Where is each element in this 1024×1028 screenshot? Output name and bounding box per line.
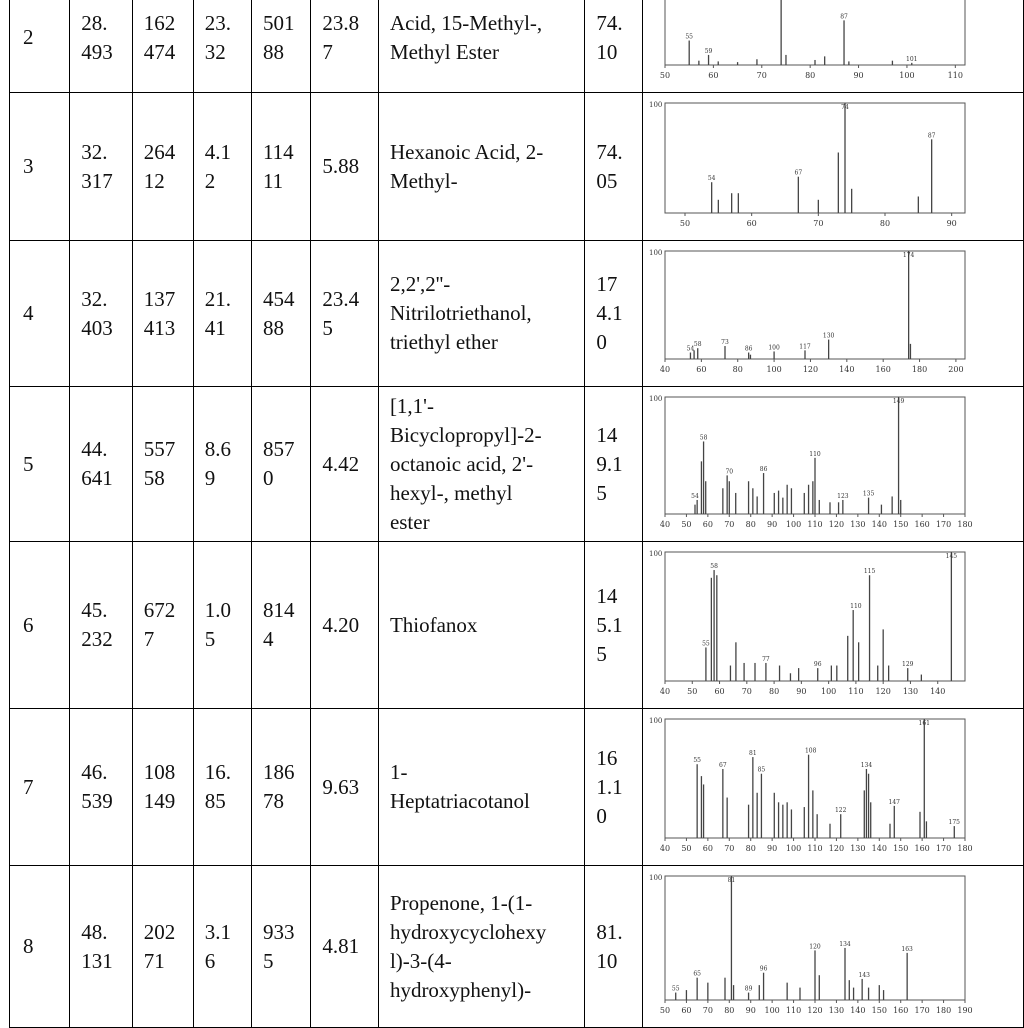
x-tick-label: 200: [948, 365, 964, 374]
table-row: [10, 93, 1024, 241]
peak-label: 87: [927, 132, 936, 140]
x-tick-label: 170: [935, 844, 951, 853]
peak-label: 96: [813, 661, 822, 669]
y-max-label: 100: [648, 101, 663, 109]
molecular-weight: 14 9.1 5: [596, 422, 623, 505]
molecular-weight-cell: [585, 709, 642, 866]
x-tick-label: 170: [914, 1006, 930, 1015]
peak-label: 58: [710, 563, 718, 571]
x-tick-label: 170: [935, 520, 951, 529]
peak-label: 175: [948, 819, 960, 827]
x-tick-label: 140: [871, 844, 887, 853]
molecular-weight-cell: [585, 542, 642, 709]
table-row: [10, 387, 1024, 542]
peak-area-cell: [132, 542, 193, 709]
retention-time-cell: [70, 387, 133, 542]
x-tick-label: 50: [681, 844, 692, 853]
height-percent-cell: [311, 387, 379, 542]
peak-label: 122: [834, 807, 847, 815]
peak-height: 814 4: [262, 598, 295, 651]
height-percent: 4.20: [322, 612, 360, 637]
peak-label: 101: [905, 55, 918, 63]
x-tick-label: 80: [732, 365, 743, 374]
compound-name-cell: [378, 241, 584, 387]
x-tick-label: 70: [756, 71, 767, 80]
x-tick-label: 70: [741, 687, 752, 696]
x-tick-label: 50: [679, 219, 690, 228]
x-tick-label: 110: [807, 844, 823, 853]
peak-height: 857 0: [262, 437, 295, 490]
peak-area: 137 413: [143, 286, 176, 340]
row-number: 2: [23, 25, 34, 49]
x-tick-label: 120: [875, 687, 891, 696]
x-tick-label: 80: [804, 71, 816, 80]
x-tick-label: 60: [702, 520, 713, 529]
x-tick-label: 130: [849, 844, 866, 853]
peak-label: 100: [768, 344, 780, 352]
peak-label: 134: [839, 940, 851, 948]
x-tick-label: 160: [914, 520, 930, 529]
peak-height-cell: [251, 0, 310, 93]
area-percent-cell: [193, 542, 251, 709]
x-tick-label: 60: [746, 219, 757, 228]
peak-area: 557 58: [143, 437, 176, 490]
x-tick-label: 100: [764, 1006, 780, 1015]
peak-area-cell: [132, 387, 193, 542]
table-row: [10, 709, 1024, 866]
x-tick-label: 120: [802, 365, 818, 374]
y-max-label: 100: [648, 395, 663, 403]
peak-height: 933 5: [262, 919, 295, 973]
area-percent: 4.1 2: [204, 139, 231, 193]
peak-area: 108 149: [143, 760, 176, 813]
y-max-label: 100: [648, 717, 663, 725]
peak-height-cell: [251, 866, 310, 1028]
peak-label: 67: [718, 761, 727, 769]
compound-name: 2,2',2''- Nitrilotriethanol, triethyl ether: [389, 272, 532, 354]
row-number: 7: [23, 774, 34, 799]
peak-label: 59: [704, 47, 713, 55]
x-tick-label: 60: [714, 687, 725, 696]
compound-name: Hexanoic Acid, 2- Methyl-: [389, 139, 544, 193]
peak-height-cell: [251, 93, 310, 241]
mass-spectrum-chart: [647, 546, 967, 701]
mass-spectrum-cell: [642, 241, 1023, 387]
x-tick-label: 140: [838, 365, 855, 374]
retention-time: 48. 131: [81, 919, 113, 973]
table-row: [10, 866, 1024, 1028]
molecular-weight: 14 5.1 5: [596, 583, 623, 666]
x-tick-label: 60: [681, 1006, 692, 1015]
x-tick-label: 160: [892, 1006, 909, 1015]
area-percent-cell: [193, 241, 251, 387]
molecular-weight: 74. 10: [596, 10, 623, 64]
x-tick-label: 110: [947, 71, 963, 80]
x-tick-label: 100: [785, 520, 801, 529]
height-percent-cell: [311, 241, 379, 387]
peak-label: 143: [858, 971, 870, 979]
row-number: 4: [23, 301, 34, 325]
mass-spectrum-cell: [642, 93, 1023, 241]
x-tick-label: 180: [935, 1006, 951, 1015]
area-percent-cell: [193, 93, 251, 241]
area-percent-cell: [193, 709, 251, 866]
x-tick-label: 160: [875, 365, 891, 374]
peak-label: 149: [892, 398, 905, 405]
x-tick-label: 90: [853, 71, 864, 80]
peak-height-cell: [251, 387, 310, 542]
peak-label: 85: [757, 766, 766, 774]
row-number-cell: [10, 542, 70, 709]
peak-label: 117: [799, 343, 811, 351]
peak-label: 74: [840, 104, 849, 111]
x-tick-label: 70: [723, 844, 735, 853]
row-number-cell: [10, 709, 70, 866]
peak-label: 65: [693, 970, 701, 978]
x-tick-label: 80: [723, 1006, 735, 1015]
x-tick-label: 60: [696, 365, 707, 374]
x-tick-label: 50: [681, 520, 692, 529]
area-percent: 16. 85: [204, 760, 231, 813]
compound-name-cell: [378, 866, 584, 1028]
peak-label: 174: [902, 252, 915, 259]
peak-label: 115: [863, 568, 876, 576]
peak-label: 130: [822, 332, 835, 340]
area-percent-cell: [193, 387, 251, 542]
x-tick-label: 150: [892, 520, 909, 529]
area-percent: 1.0 5: [204, 598, 231, 651]
x-tick-label: 120: [828, 520, 844, 529]
peak-label: 55: [693, 757, 701, 765]
peak-label: 120: [809, 943, 821, 951]
molecular-weight: 16 1.1 0: [596, 745, 623, 828]
x-tick-label: 60: [702, 844, 713, 853]
row-number-cell: [10, 387, 70, 542]
x-tick-label: 130: [902, 687, 918, 696]
x-tick-label: 90: [946, 219, 957, 228]
molecular-weight-cell: [585, 0, 642, 93]
molecular-weight-cell: [585, 241, 642, 387]
molecular-weight-cell: [585, 866, 642, 1028]
row-number: 6: [23, 612, 34, 637]
compound-name: Acid, 15-Methyl-, Methyl Ester: [389, 10, 543, 64]
x-tick-label: 50: [659, 1006, 670, 1015]
retention-time-cell: [70, 542, 133, 709]
x-tick-label: 90: [766, 520, 778, 529]
retention-time-cell: [70, 709, 133, 866]
table-body: [10, 0, 1024, 1028]
compound-name: 1- Heptatriacotanol: [389, 760, 530, 813]
mass-spectrum-cell: [642, 387, 1023, 542]
peak-label: 58: [699, 434, 708, 442]
peak-label: 123: [836, 492, 849, 500]
peak-area: 162 474: [143, 10, 176, 64]
plot-frame: [665, 103, 965, 213]
x-tick-label: 140: [929, 687, 946, 696]
peak-height: 454 88: [262, 286, 295, 340]
plot-frame: [665, 0, 965, 65]
x-tick-label: 130: [828, 1006, 844, 1015]
height-percent: 5.88: [322, 154, 360, 178]
mass-spectrum-cell: [642, 0, 1023, 93]
x-tick-label: 180: [957, 844, 973, 853]
retention-time: 46. 539: [81, 760, 113, 813]
peak-label: 161: [918, 720, 930, 727]
peak-height-cell: [251, 709, 310, 866]
peak-height: 114 11: [262, 139, 294, 193]
mass-spectrum-cell: [642, 542, 1023, 709]
peak-label: 67: [794, 169, 802, 177]
peak-label: 145: [945, 553, 957, 560]
retention-time: 45. 232: [81, 598, 113, 651]
mass-spectrum-chart: [647, 870, 973, 1020]
compound-name-cell: [378, 542, 584, 709]
molecular-weight-cell: [585, 93, 642, 241]
compound-name-cell: [378, 387, 584, 542]
x-tick-label: 90: [796, 687, 807, 696]
peak-label: 73: [720, 339, 729, 347]
height-percent: 4.81: [322, 934, 360, 958]
x-tick-label: 70: [702, 1006, 713, 1015]
x-tick-label: 180: [911, 365, 927, 374]
y-max-label: 100: [648, 249, 663, 257]
peak-label: 86: [759, 466, 768, 474]
compound-name: Thiofanox: [389, 612, 478, 637]
x-tick-label: 110: [848, 687, 864, 696]
area-percent: 23. 32: [204, 10, 231, 64]
peak-label: 55: [701, 640, 710, 648]
peak-area-cell: [132, 93, 193, 241]
compound-name-cell: [378, 709, 584, 866]
peak-label: 55: [671, 985, 680, 993]
row-number: 8: [23, 934, 34, 958]
peak-height: 186 78: [262, 760, 295, 813]
mass-spectrum-chart: [647, 713, 973, 858]
retention-time-cell: [70, 0, 133, 93]
x-tick-label: 80: [745, 520, 756, 529]
x-tick-label: 40: [659, 365, 670, 374]
x-tick-label: 50: [686, 687, 698, 696]
peak-label: 81: [727, 877, 736, 884]
peak-area-cell: [132, 241, 193, 387]
peak-label: 54: [690, 492, 699, 500]
peak-area-cell: [132, 866, 193, 1028]
mass-spectrum-cell: [642, 709, 1023, 866]
x-tick-label: 100: [820, 687, 837, 696]
peak-area-cell: [132, 709, 193, 866]
x-tick-label: 100: [899, 71, 915, 80]
x-tick-label: 140: [871, 520, 887, 529]
x-tick-label: 40: [659, 844, 670, 853]
peak-label: 135: [862, 490, 875, 498]
x-tick-label: 100: [766, 365, 782, 374]
peak-label: 163: [901, 945, 913, 953]
x-tick-label: 90: [766, 844, 778, 853]
mass-spectrum-chart: [647, 391, 973, 534]
peak-label: 134: [860, 761, 872, 769]
x-tick-label: 190: [957, 1006, 973, 1015]
peak-label: 147: [888, 798, 900, 806]
height-percent: 9.63: [322, 774, 360, 799]
x-tick-label: 140: [849, 1006, 866, 1015]
x-tick-label: 80: [879, 219, 890, 228]
x-tick-label: 100: [785, 844, 801, 853]
area-percent: 3.1 6: [204, 919, 231, 973]
mass-spectrum-chart: [647, 0, 967, 85]
area-percent: 21. 41: [204, 286, 231, 340]
height-percent-cell: [311, 542, 379, 709]
peak-label: 77: [761, 655, 770, 663]
y-max-label: 100: [648, 550, 663, 558]
row-number-cell: [10, 241, 70, 387]
gcms-results-table: [9, 0, 1024, 1028]
retention-time-cell: [70, 241, 133, 387]
x-tick-label: 40: [659, 520, 670, 529]
peak-label: 54: [686, 345, 695, 353]
height-percent-cell: [311, 0, 379, 93]
x-tick-label: 40: [659, 687, 670, 696]
x-tick-label: 110: [785, 1006, 801, 1015]
peak-area-cell: [132, 0, 193, 93]
x-tick-label: 80: [745, 844, 756, 853]
x-tick-label: 180: [957, 520, 973, 529]
peak-height-cell: [251, 241, 310, 387]
row-number: 3: [23, 154, 34, 178]
peak-label: 86: [744, 345, 753, 353]
x-tick-label: 70: [723, 520, 735, 529]
x-tick-label: 150: [892, 844, 909, 853]
compound-name: [1,1'- Bicyclopropyl]-2- octanoic acid, 2'- hexyl-, methyl ester: [389, 393, 542, 534]
molecular-weight-cell: [585, 387, 642, 542]
x-tick-label: 70: [813, 219, 824, 228]
height-percent: 23.4 5: [322, 286, 360, 340]
area-percent-cell: [193, 866, 251, 1028]
area-percent-cell: [193, 0, 251, 93]
row-number: 5: [23, 451, 34, 476]
x-tick-label: 130: [849, 520, 866, 529]
compound-name-cell: [378, 0, 584, 93]
retention-time-cell: [70, 93, 133, 241]
x-tick-label: 80: [768, 687, 779, 696]
peak-label: 58: [693, 341, 702, 349]
height-percent: 23.8 7: [322, 10, 360, 64]
height-percent-cell: [311, 866, 379, 1028]
peak-label: 55: [685, 33, 693, 41]
x-tick-label: 120: [828, 844, 844, 853]
peak-area: 672 7: [143, 598, 176, 651]
peak-label: 108: [804, 747, 817, 755]
y-max-label: 100: [648, 874, 663, 882]
x-tick-label: 90: [745, 1006, 756, 1015]
plot-frame: [665, 251, 965, 359]
peak-label: 89: [744, 985, 753, 993]
retention-time: 32. 317: [81, 139, 113, 193]
molecular-weight: 74. 05: [596, 139, 623, 193]
peak-label: 129: [901, 661, 914, 669]
peak-area: 202 71: [143, 919, 176, 973]
mass-spectrum-chart: [647, 97, 967, 233]
x-tick-label: 60: [708, 71, 719, 80]
mass-spectrum-chart: [647, 245, 967, 379]
peak-height-cell: [251, 542, 310, 709]
area-percent: 8.6 9: [204, 437, 231, 490]
row-number-cell: [10, 0, 70, 93]
mass-spectrum-cell: [642, 866, 1023, 1028]
row-number-cell: [10, 93, 70, 241]
peak-height: 501 88: [262, 10, 295, 64]
table-row: [10, 241, 1024, 387]
x-tick-label: 120: [807, 1006, 823, 1015]
retention-time: 32. 403: [81, 286, 113, 340]
height-percent: 4.42: [322, 451, 360, 476]
retention-time: 28. 493: [81, 10, 113, 64]
peak-label: 110: [809, 450, 821, 458]
height-percent-cell: [311, 709, 379, 866]
table-row: [10, 0, 1024, 93]
peak-label: 54: [707, 175, 716, 183]
height-percent-cell: [311, 93, 379, 241]
x-tick-label: 110: [807, 520, 823, 529]
compound-name-cell: [378, 93, 584, 241]
table-row: [10, 542, 1024, 709]
x-tick-label: 150: [871, 1006, 887, 1015]
peak-label: 70: [725, 468, 733, 476]
x-tick-label: 50: [659, 71, 670, 80]
peak-area: 264 12: [143, 139, 176, 193]
row-number-cell: [10, 866, 70, 1028]
peak-label: 87: [839, 13, 848, 21]
compound-name: Propenone, 1-(1- hydroxycyclohexy l)-3-(4- hydroxyphenyl)-: [389, 890, 547, 1002]
retention-time: 44. 641: [81, 437, 113, 490]
peak-label: 81: [748, 750, 757, 758]
peak-label: 110: [849, 603, 862, 611]
retention-time-cell: [70, 866, 133, 1028]
peak-label: 96: [759, 965, 768, 973]
molecular-weight: 81. 10: [596, 919, 623, 973]
molecular-weight: 17 4.1 0: [596, 272, 623, 354]
x-tick-label: 160: [914, 844, 930, 853]
